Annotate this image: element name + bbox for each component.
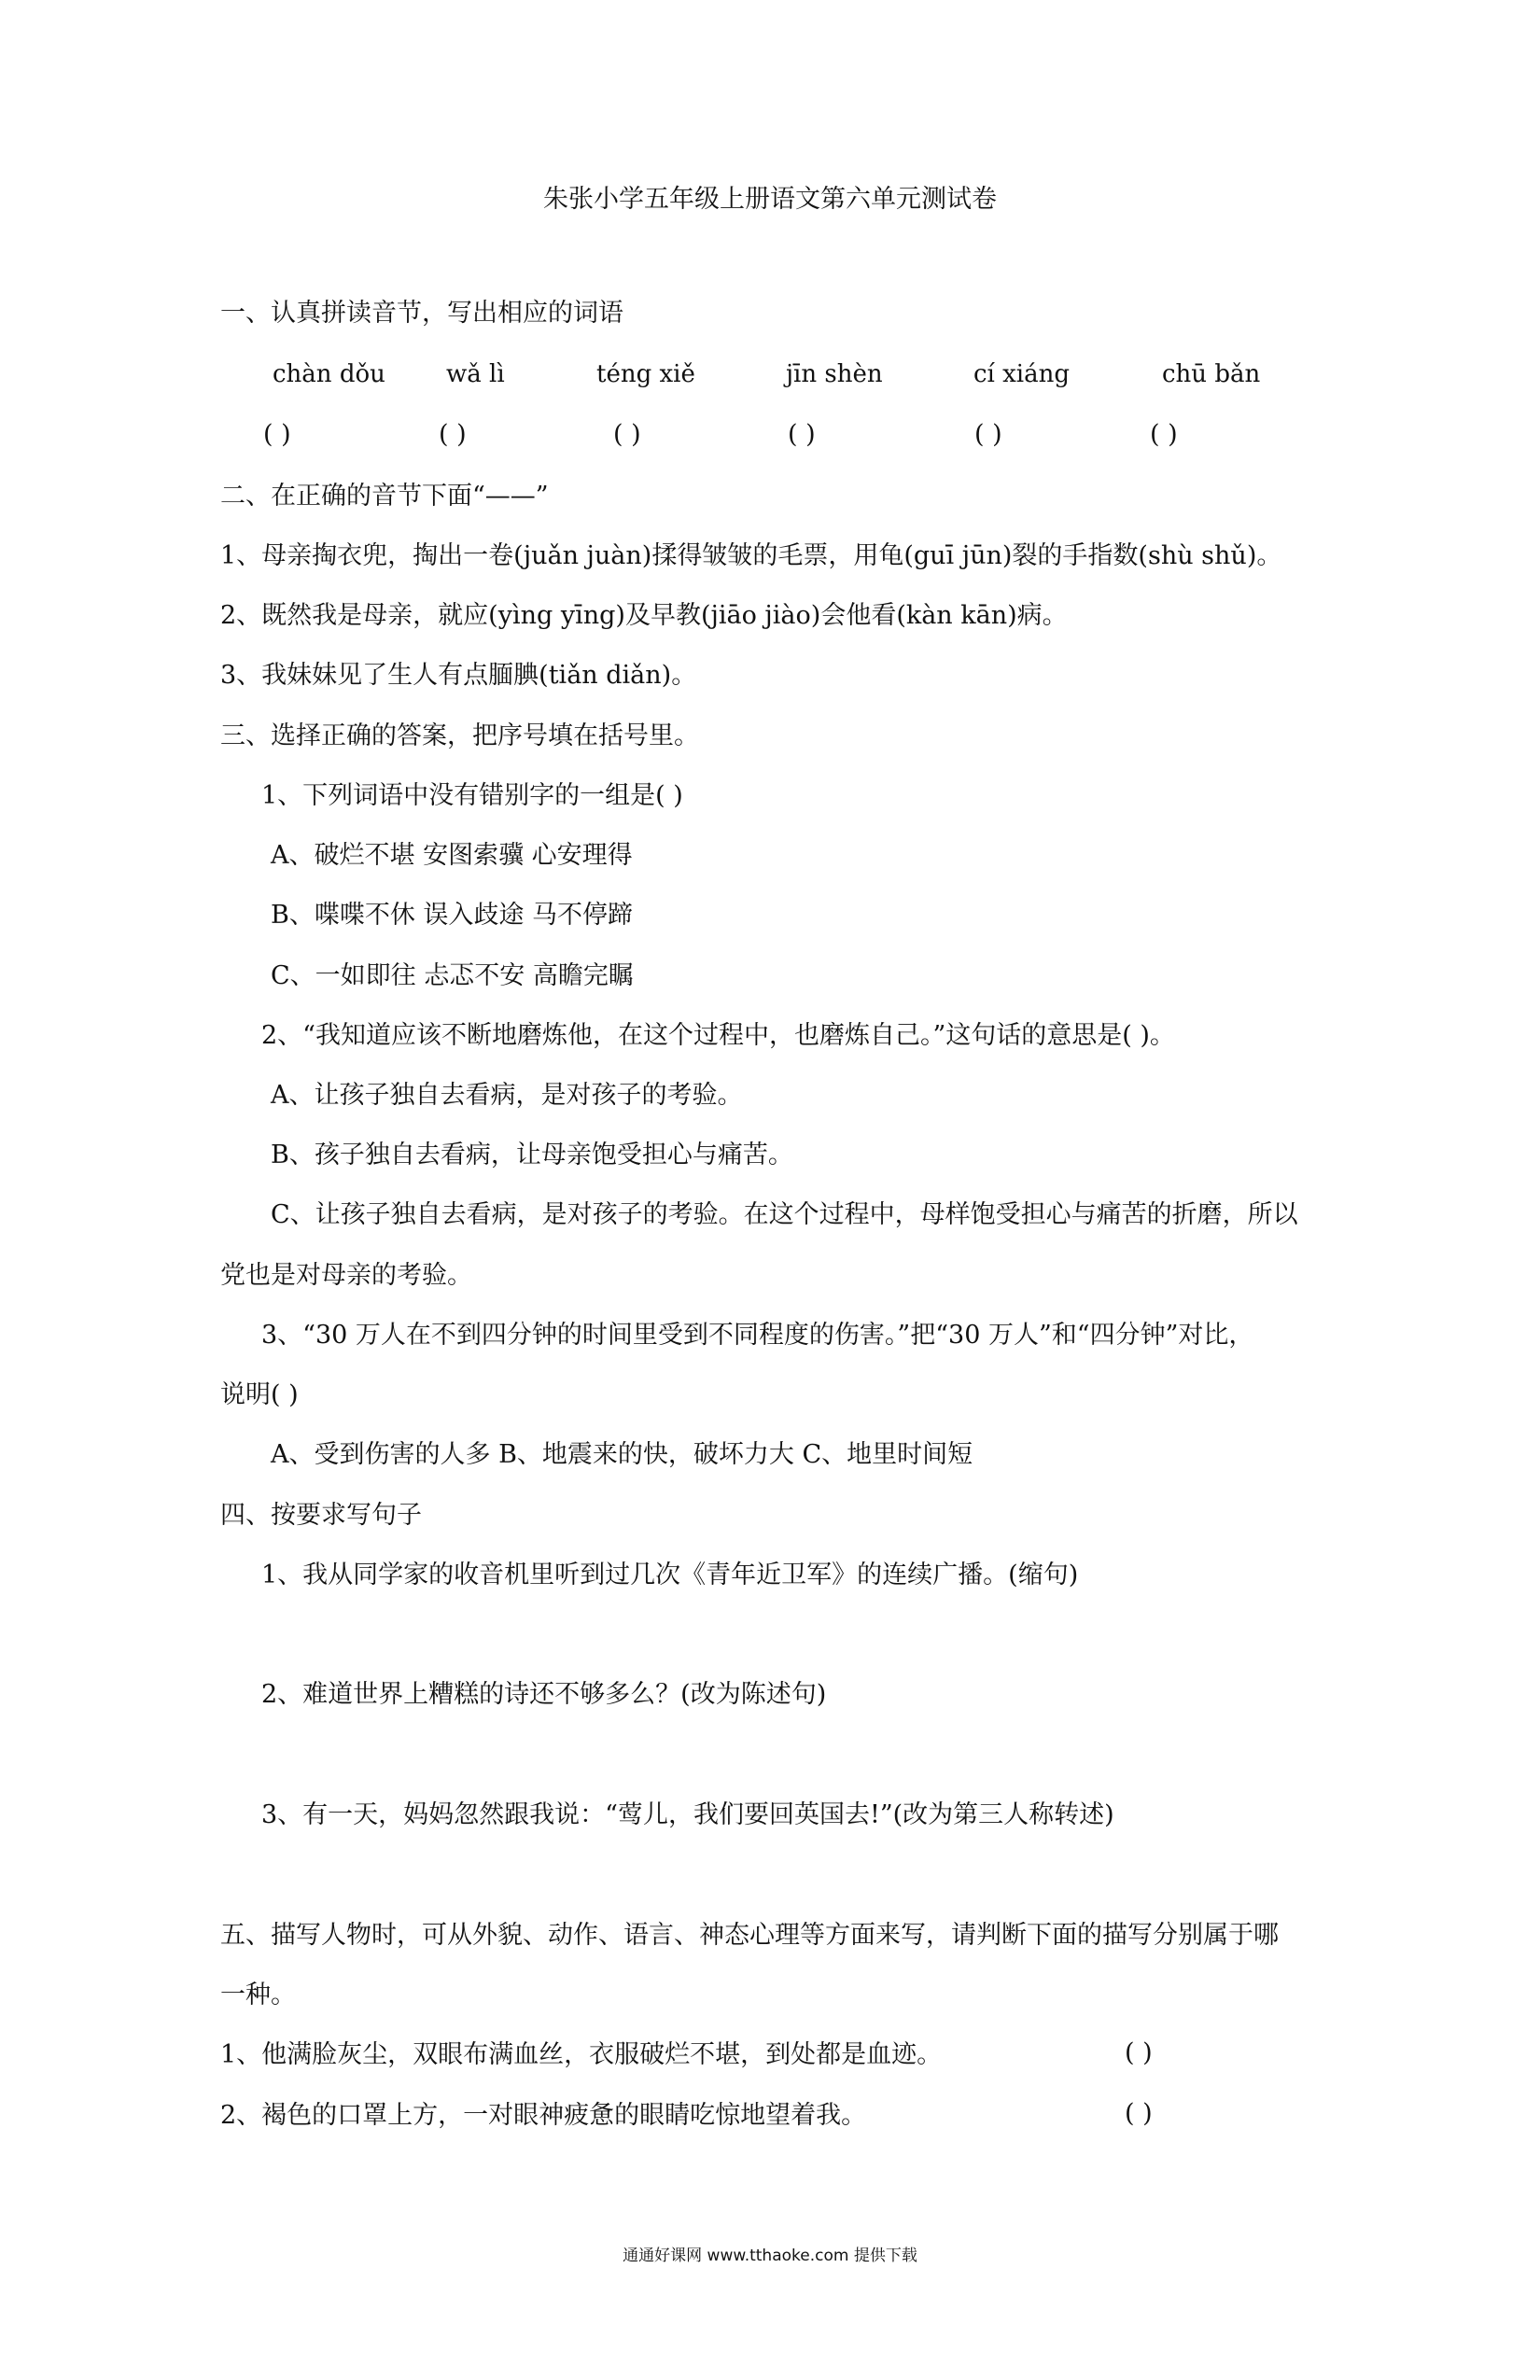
pinyin-3: téng xiě [596, 360, 695, 388]
pinyin-1: chàn dǒu [273, 360, 385, 388]
answer-blank-1[interactable]: ( ) [263, 420, 291, 449]
s3-q1-option-c: C、一如即往 忐忑不安 高瞻完瞩 [271, 961, 634, 990]
s2-question-3: 3、我妹妹见了生人有点腼腆(tiǎn diǎn)。 [220, 661, 697, 690]
footer-credit: 通通好课网 www.tthaoke.com 提供下载 [623, 2247, 917, 2265]
s2-question-2: 2、既然我是母亲，就应(yìng yīng)及早教(jiāo jiào)会他看(kàn kān)病。 [220, 601, 1068, 630]
answer-blank-5[interactable]: ( ) [974, 420, 1002, 449]
s4-question-1: 1、我从同学家的收音机里听到过几次《青年近卫军》的连续广播。(缩句) [261, 1561, 1079, 1589]
s3-q3-options: A、受到伤害的人多 B、地震来的快，破坏力大 C、地里时间短 [271, 1440, 973, 1469]
s3-question-3-line1: 3、“30 万人在不到四分钟的时间里受到不同程度的伤害。”把“30 万人”和“四分钟”对比， [261, 1321, 1254, 1350]
s5-answer-bracket-1[interactable]: ( ) [1125, 2038, 1153, 2067]
section-5-heading-line2: 一种。 [220, 1981, 296, 2009]
section-3-heading: 三、选择正确的答案，把序号填在括号里。 [220, 721, 699, 750]
pinyin-4: jīn shèn [786, 360, 883, 388]
pinyin-2: wǎ lì [446, 360, 505, 388]
answer-blank-2[interactable]: ( ) [439, 420, 467, 449]
s3-q2-option-a: A、让孩子独自去看病，是对孩子的考验。 [271, 1081, 743, 1110]
pinyin-6: chū bǎn [1162, 360, 1261, 388]
s3-q1-option-b: B、喋喋不休 误入歧途 马不停蹄 [271, 901, 634, 930]
s3-question-2: 2、“我知道应该不断地磨炼他，在这个过程中，也磨炼自己。”这句话的意思是( )。 [261, 1021, 1175, 1050]
s3-q2-option-b: B、孩子独自去看病，让母亲饱受担心与痛苦。 [271, 1141, 793, 1169]
s3-question-1: 1、下列词语中没有错别字的一组是( ) [261, 781, 683, 810]
answer-blank-4[interactable]: ( ) [788, 420, 816, 449]
s3-q2-option-c-line1: C、让孩子独自去看病，是对孩子的考验。在这个过程中，母样饱受担心与痛苦的折磨，所以 [271, 1200, 1298, 1229]
s3-question-3-line2: 说明( ) [220, 1380, 299, 1409]
s5-answer-bracket-2[interactable]: ( ) [1125, 2099, 1153, 2128]
answer-blank-6[interactable]: ( ) [1150, 420, 1178, 449]
s3-q1-option-a: A、破烂不堪 安图索骥 心安理得 [271, 841, 633, 870]
pinyin-5: cí xiáng [973, 360, 1071, 388]
s4-question-3: 3、有一天，妈妈忽然跟我说：“莺儿，我们要回英国去!”(改为第三人称转述) [261, 1800, 1114, 1829]
section-2-heading: 二、在正确的音节下面“——” [220, 482, 549, 511]
s5-question-1: 1、他满脸灰尘，双眼布满血丝，衣服破烂不堪，到处都是血迹。 [220, 2040, 943, 2069]
s4-question-2: 2、难道世界上糟糕的诗还不够多么？(改为陈述句) [261, 1680, 827, 1709]
section-1-heading: 一、认真拼读音节，写出相应的词语 [220, 299, 623, 328]
s5-question-2: 2、褐色的口罩上方，一对眼神疲惫的眼睛吃惊地望着我。 [220, 2101, 867, 2130]
page-title: 朱张小学五年级上册语文第六单元测试卷 [543, 185, 997, 214]
s2-question-1: 1、母亲掏衣兜，掏出一卷(juǎn juàn)揉得皱皱的毛票，用龟(guī jūn)裂的手指数(shù shǔ)。 [220, 541, 1282, 570]
section-4-heading: 四、按要求写句子 [220, 1501, 422, 1530]
section-5-heading-line1: 五、描写人物时，可从外貌、动作、语言、神态心理等方面来写，请判断下面的描写分别属于哪 [220, 1921, 1279, 1950]
s3-q2-option-c-line2: 党也是对母亲的考验。 [220, 1261, 472, 1290]
answer-blank-3[interactable]: ( ) [613, 420, 641, 449]
